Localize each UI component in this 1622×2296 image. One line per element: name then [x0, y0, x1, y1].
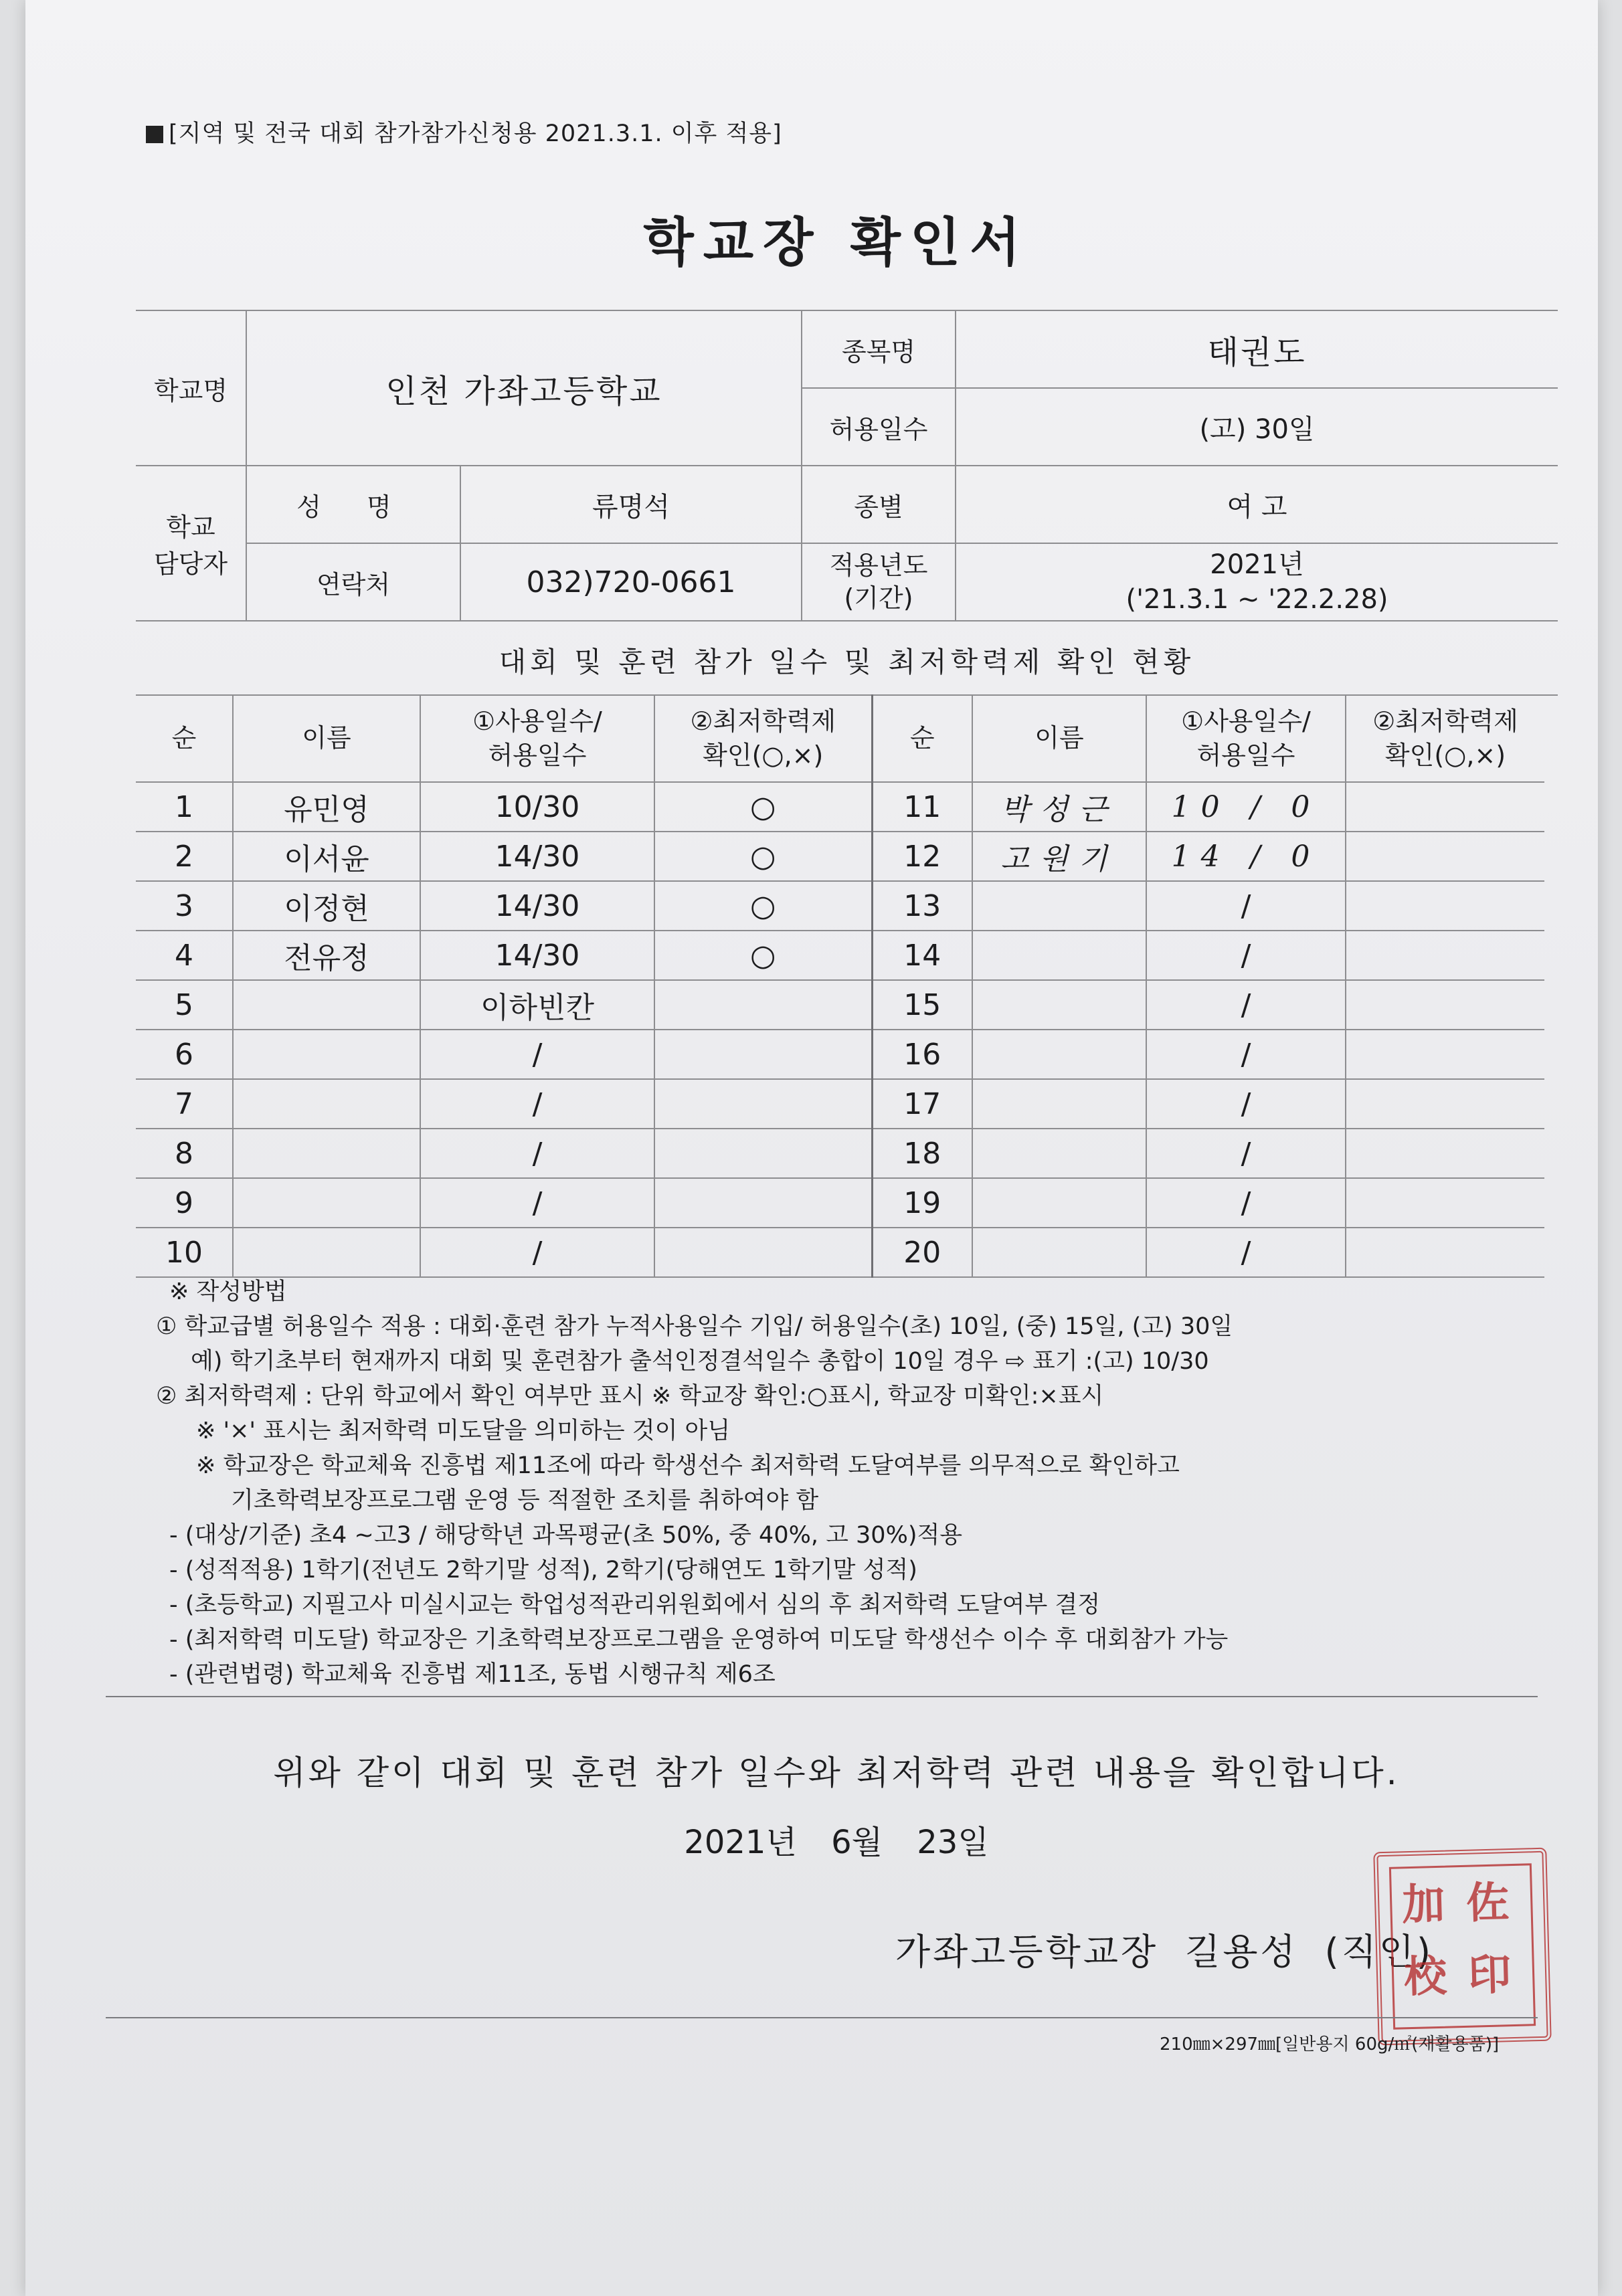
- square-bullet-icon: [146, 126, 163, 143]
- used-days: 10/30: [420, 782, 654, 832]
- student-name: [233, 1178, 420, 1228]
- min-academic-check: [1346, 1030, 1544, 1079]
- school-info-table: [136, 310, 1558, 621]
- attendance-row: [136, 881, 1544, 931]
- student-name: 이정현: [233, 881, 420, 931]
- student-name: [972, 1079, 1146, 1129]
- used-days: 이하빈칸: [420, 980, 654, 1030]
- used-days: 10 / 0: [1146, 782, 1346, 832]
- row-no: 14: [872, 931, 972, 980]
- sport-value: 태권도: [956, 310, 1558, 388]
- used-days: /: [1146, 980, 1346, 1030]
- min-academic-check: [1346, 782, 1544, 832]
- instruction-line: - (성적적용) 1학기(전년도 2학기말 성적), 2학기(당해연도 1학기말 성적): [169, 1557, 917, 1584]
- student-name: [233, 1030, 420, 1079]
- row-no: 15: [872, 980, 972, 1030]
- official-seal-stamp: [1373, 1848, 1551, 2046]
- row-no: 3: [136, 881, 233, 931]
- instruction-line: ※ '×' 표시는 최저학력 미도달을 의미하는 것이 아님: [196, 1418, 731, 1444]
- category-value: 여 고: [956, 466, 1558, 543]
- row-no: 18: [872, 1129, 972, 1178]
- student-name: [233, 1228, 420, 1277]
- used-days: /: [420, 1079, 654, 1129]
- sport-label: 종목명: [802, 310, 956, 388]
- row-no: 8: [136, 1129, 233, 1178]
- signer-title: 가좌고등학교장: [895, 1931, 1159, 1973]
- period-label-line-1: 적용년도: [829, 550, 928, 580]
- form-label-text: [지역 및 전국 대회 참가참가신청용 2021.3.1. 이후 적용]: [169, 120, 782, 147]
- phone-value: 032)720-0661: [460, 543, 802, 621]
- student-name: 이서윤: [233, 832, 420, 881]
- header-days-right: [1146, 695, 1346, 782]
- student-name: [972, 1129, 1146, 1178]
- student-name: [972, 881, 1146, 931]
- row-no: 10: [136, 1228, 233, 1277]
- student-name: 전유정: [233, 931, 420, 980]
- min-academic-check: ○: [654, 782, 872, 832]
- signer-line: [895, 1923, 1433, 1975]
- header-check-right-line-1: ②최저학력제: [1372, 706, 1518, 736]
- attendance-row: [136, 1178, 1544, 1228]
- header-days-right-line-2: 허용일수: [1196, 741, 1295, 770]
- contact-name: 류명석: [460, 466, 802, 543]
- document-date: 2021년 6월 23일: [684, 1824, 989, 1861]
- row-no: 20: [872, 1228, 972, 1277]
- instruction-line: ※ 학교장은 학교체육 진흥법 제11조에 따라 학생선수 최저학력 도달여부를 의무적으로 확인하고: [196, 1452, 1180, 1479]
- student-name: [972, 1228, 1146, 1277]
- seal-glyph: 校: [1403, 1951, 1448, 2003]
- header-days-line-1: ①사용일수/: [472, 706, 602, 736]
- seal-glyph: 印: [1467, 1949, 1512, 2001]
- instruction-line: 기초학력보장프로그램 운영 등 적절한 조치를 취하여야 함: [231, 1487, 819, 1514]
- used-days: /: [1146, 881, 1346, 931]
- min-academic-check: [1346, 1228, 1544, 1277]
- period-label: [802, 543, 956, 621]
- allowed-days-value: (고) 30일: [956, 388, 1558, 466]
- instruction-line: 예) 학기초부터 현재까지 대회 및 훈련참가 출석인정결석일수 총합이 10일 경우 ⇨ 표기 :(고) 10/30: [191, 1348, 1209, 1375]
- instructions-heading: ※ 작성방법: [169, 1278, 287, 1305]
- student-name: [972, 931, 1146, 980]
- instruction-line: ① 학교급별 허용일수 적용 : 대회·훈련 참가 누적사용일수 기입/ 허용일수(초) 10일, (중) 15일, (고) 30일: [156, 1313, 1233, 1340]
- attendance-row: [136, 980, 1544, 1030]
- row-no: 4: [136, 931, 233, 980]
- writing-instructions: [156, 1274, 1561, 1692]
- min-academic-check: [654, 1079, 872, 1129]
- student-name: [972, 980, 1146, 1030]
- document-title: 학교장 확인서: [643, 213, 1030, 273]
- attendance-row: [136, 832, 1544, 881]
- student-name: [972, 1030, 1146, 1079]
- used-days: 14 / 0: [1146, 832, 1346, 881]
- row-no: 7: [136, 1079, 233, 1129]
- school-name-label: 학교명: [136, 310, 246, 466]
- row-no: 12: [872, 832, 972, 881]
- student-name: [972, 1178, 1146, 1228]
- min-academic-check: [1346, 881, 1544, 931]
- min-academic-check: [1346, 980, 1544, 1030]
- row-no: 5: [136, 980, 233, 1030]
- used-days: /: [420, 1030, 654, 1079]
- period-value: [956, 543, 1558, 621]
- student-name: 박성근: [972, 782, 1146, 832]
- used-days: 14/30: [420, 931, 654, 980]
- used-days: /: [420, 1178, 654, 1228]
- seal-text: (직인): [1324, 1931, 1434, 1973]
- contact-label-line-1: 학교: [166, 512, 215, 542]
- attendance-section-title: 대회 및 훈련 참가 일수 및 최저학력제 확인 현황: [136, 630, 1558, 696]
- used-days: /: [1146, 1178, 1346, 1228]
- min-academic-check: [654, 980, 872, 1030]
- instruction-line: ② 최저학력제 : 단위 학교에서 확인 여부만 표시 ※ 학교장 확인:○표시, 학교장 미확인:×표시: [156, 1383, 1104, 1410]
- instruction-line: - (대상/기준) 초4 ~고3 / 해당학년 과목평균(초 50%, 중 40%, 고 30%)적용: [169, 1522, 963, 1549]
- header-check-line-2: 확인(○,×): [703, 741, 824, 770]
- row-no: 6: [136, 1030, 233, 1079]
- attendance-row: [136, 1030, 1544, 1079]
- period-range: ('21.3.1 ~ '22.2.28): [1125, 584, 1388, 615]
- attendance-header-row: [136, 695, 1544, 782]
- min-academic-check: [1346, 1079, 1544, 1129]
- used-days: /: [1146, 1030, 1346, 1079]
- school-name: 인천 가좌고등학교: [246, 310, 802, 466]
- used-days: /: [1146, 931, 1346, 980]
- row-no: 1: [136, 782, 233, 832]
- contact-name-label: 성 명: [246, 466, 460, 543]
- notes-divider: [106, 1696, 1538, 1697]
- attendance-table: [136, 694, 1544, 1278]
- seal-glyph: 加: [1401, 1879, 1446, 1931]
- attendance-row: [136, 782, 1544, 832]
- period-year: 2021년: [1210, 549, 1304, 580]
- row-no: 16: [872, 1030, 972, 1079]
- instruction-line: - (관련법령) 학교체육 진흥법 제11조, 동법 시행규칙 제6조: [169, 1661, 776, 1688]
- header-no-right: 순: [872, 695, 972, 782]
- attendance-row: [136, 1228, 1544, 1277]
- min-academic-check: [654, 1129, 872, 1178]
- contact-section-label: [136, 466, 246, 621]
- confirmation-statement: 위와 같이 대회 및 훈련 참가 일수와 최저학력 관련 내용을 확인합니다.: [273, 1753, 1400, 1792]
- used-days: /: [1146, 1129, 1346, 1178]
- seal-glyph: 佐: [1465, 1877, 1510, 1929]
- min-academic-check: [1346, 832, 1544, 881]
- form-paper: [25, 0, 1598, 2296]
- min-academic-check: [1346, 1178, 1544, 1228]
- min-academic-check: [654, 1178, 872, 1228]
- phone-label: 연락처: [246, 543, 460, 621]
- header-check-line-1: ②최저학력제: [690, 706, 836, 736]
- header-check: [654, 695, 872, 782]
- paper-spec: 210㎜×297㎜[일반용지 60g/㎡(재활용품)]: [1160, 2034, 1500, 2054]
- attendance-rows: [136, 782, 1544, 1277]
- header-check-right: [1346, 695, 1544, 782]
- header-days: [420, 695, 654, 782]
- attendance-row: [136, 1129, 1544, 1178]
- header-days-right-line-1: ①사용일수/: [1181, 706, 1311, 736]
- contact-label-line-2: 담당자: [153, 549, 228, 579]
- header-no: 순: [136, 695, 233, 782]
- used-days: /: [420, 1129, 654, 1178]
- student-name: [233, 980, 420, 1030]
- used-days: 14/30: [420, 881, 654, 931]
- min-academic-check: [654, 1030, 872, 1079]
- used-days: /: [420, 1228, 654, 1277]
- min-academic-check: ○: [654, 931, 872, 980]
- header-days-line-2: 허용일수: [488, 741, 587, 770]
- student-name: [233, 1079, 420, 1129]
- row-no: 17: [872, 1079, 972, 1129]
- min-academic-check: ○: [654, 832, 872, 881]
- allowed-days-label: 허용일수: [802, 388, 956, 466]
- used-days: /: [1146, 1079, 1346, 1129]
- header-check-right-line-2: 확인(○,×): [1384, 741, 1506, 770]
- footer-divider: [106, 2017, 1538, 2018]
- row-no: 9: [136, 1178, 233, 1228]
- min-academic-check: [1346, 1129, 1544, 1178]
- student-name: 고원기: [972, 832, 1146, 881]
- row-no: 19: [872, 1178, 972, 1228]
- form-label: [146, 115, 782, 149]
- min-academic-check: [1346, 931, 1544, 980]
- category-label: 종별: [802, 466, 956, 543]
- row-no: 13: [872, 881, 972, 931]
- min-academic-check: [654, 1228, 872, 1277]
- row-no: 2: [136, 832, 233, 881]
- signer-name: 길용성: [1185, 1931, 1298, 1973]
- min-academic-check: ○: [654, 881, 872, 931]
- used-days: 14/30: [420, 832, 654, 881]
- header-name-right: 이름: [972, 695, 1146, 782]
- header-name: 이름: [233, 695, 420, 782]
- student-name: 유민영: [233, 782, 420, 832]
- row-no: 11: [872, 782, 972, 832]
- attendance-row: [136, 1079, 1544, 1129]
- used-days: /: [1146, 1228, 1346, 1277]
- period-label-line-2: (기간): [844, 583, 913, 613]
- instruction-line: - (최저학력 미도달) 학교장은 기초학력보장프로그램을 운영하여 미도달 학생선수 이수 후 대회참가 가능: [169, 1626, 1229, 1653]
- student-name: [233, 1129, 420, 1178]
- instruction-line: - (초등학교) 지필고사 미실시교는 학업성적관리위원회에서 심의 후 최저학력 도달여부 결정: [169, 1592, 1101, 1618]
- attendance-row: [136, 931, 1544, 980]
